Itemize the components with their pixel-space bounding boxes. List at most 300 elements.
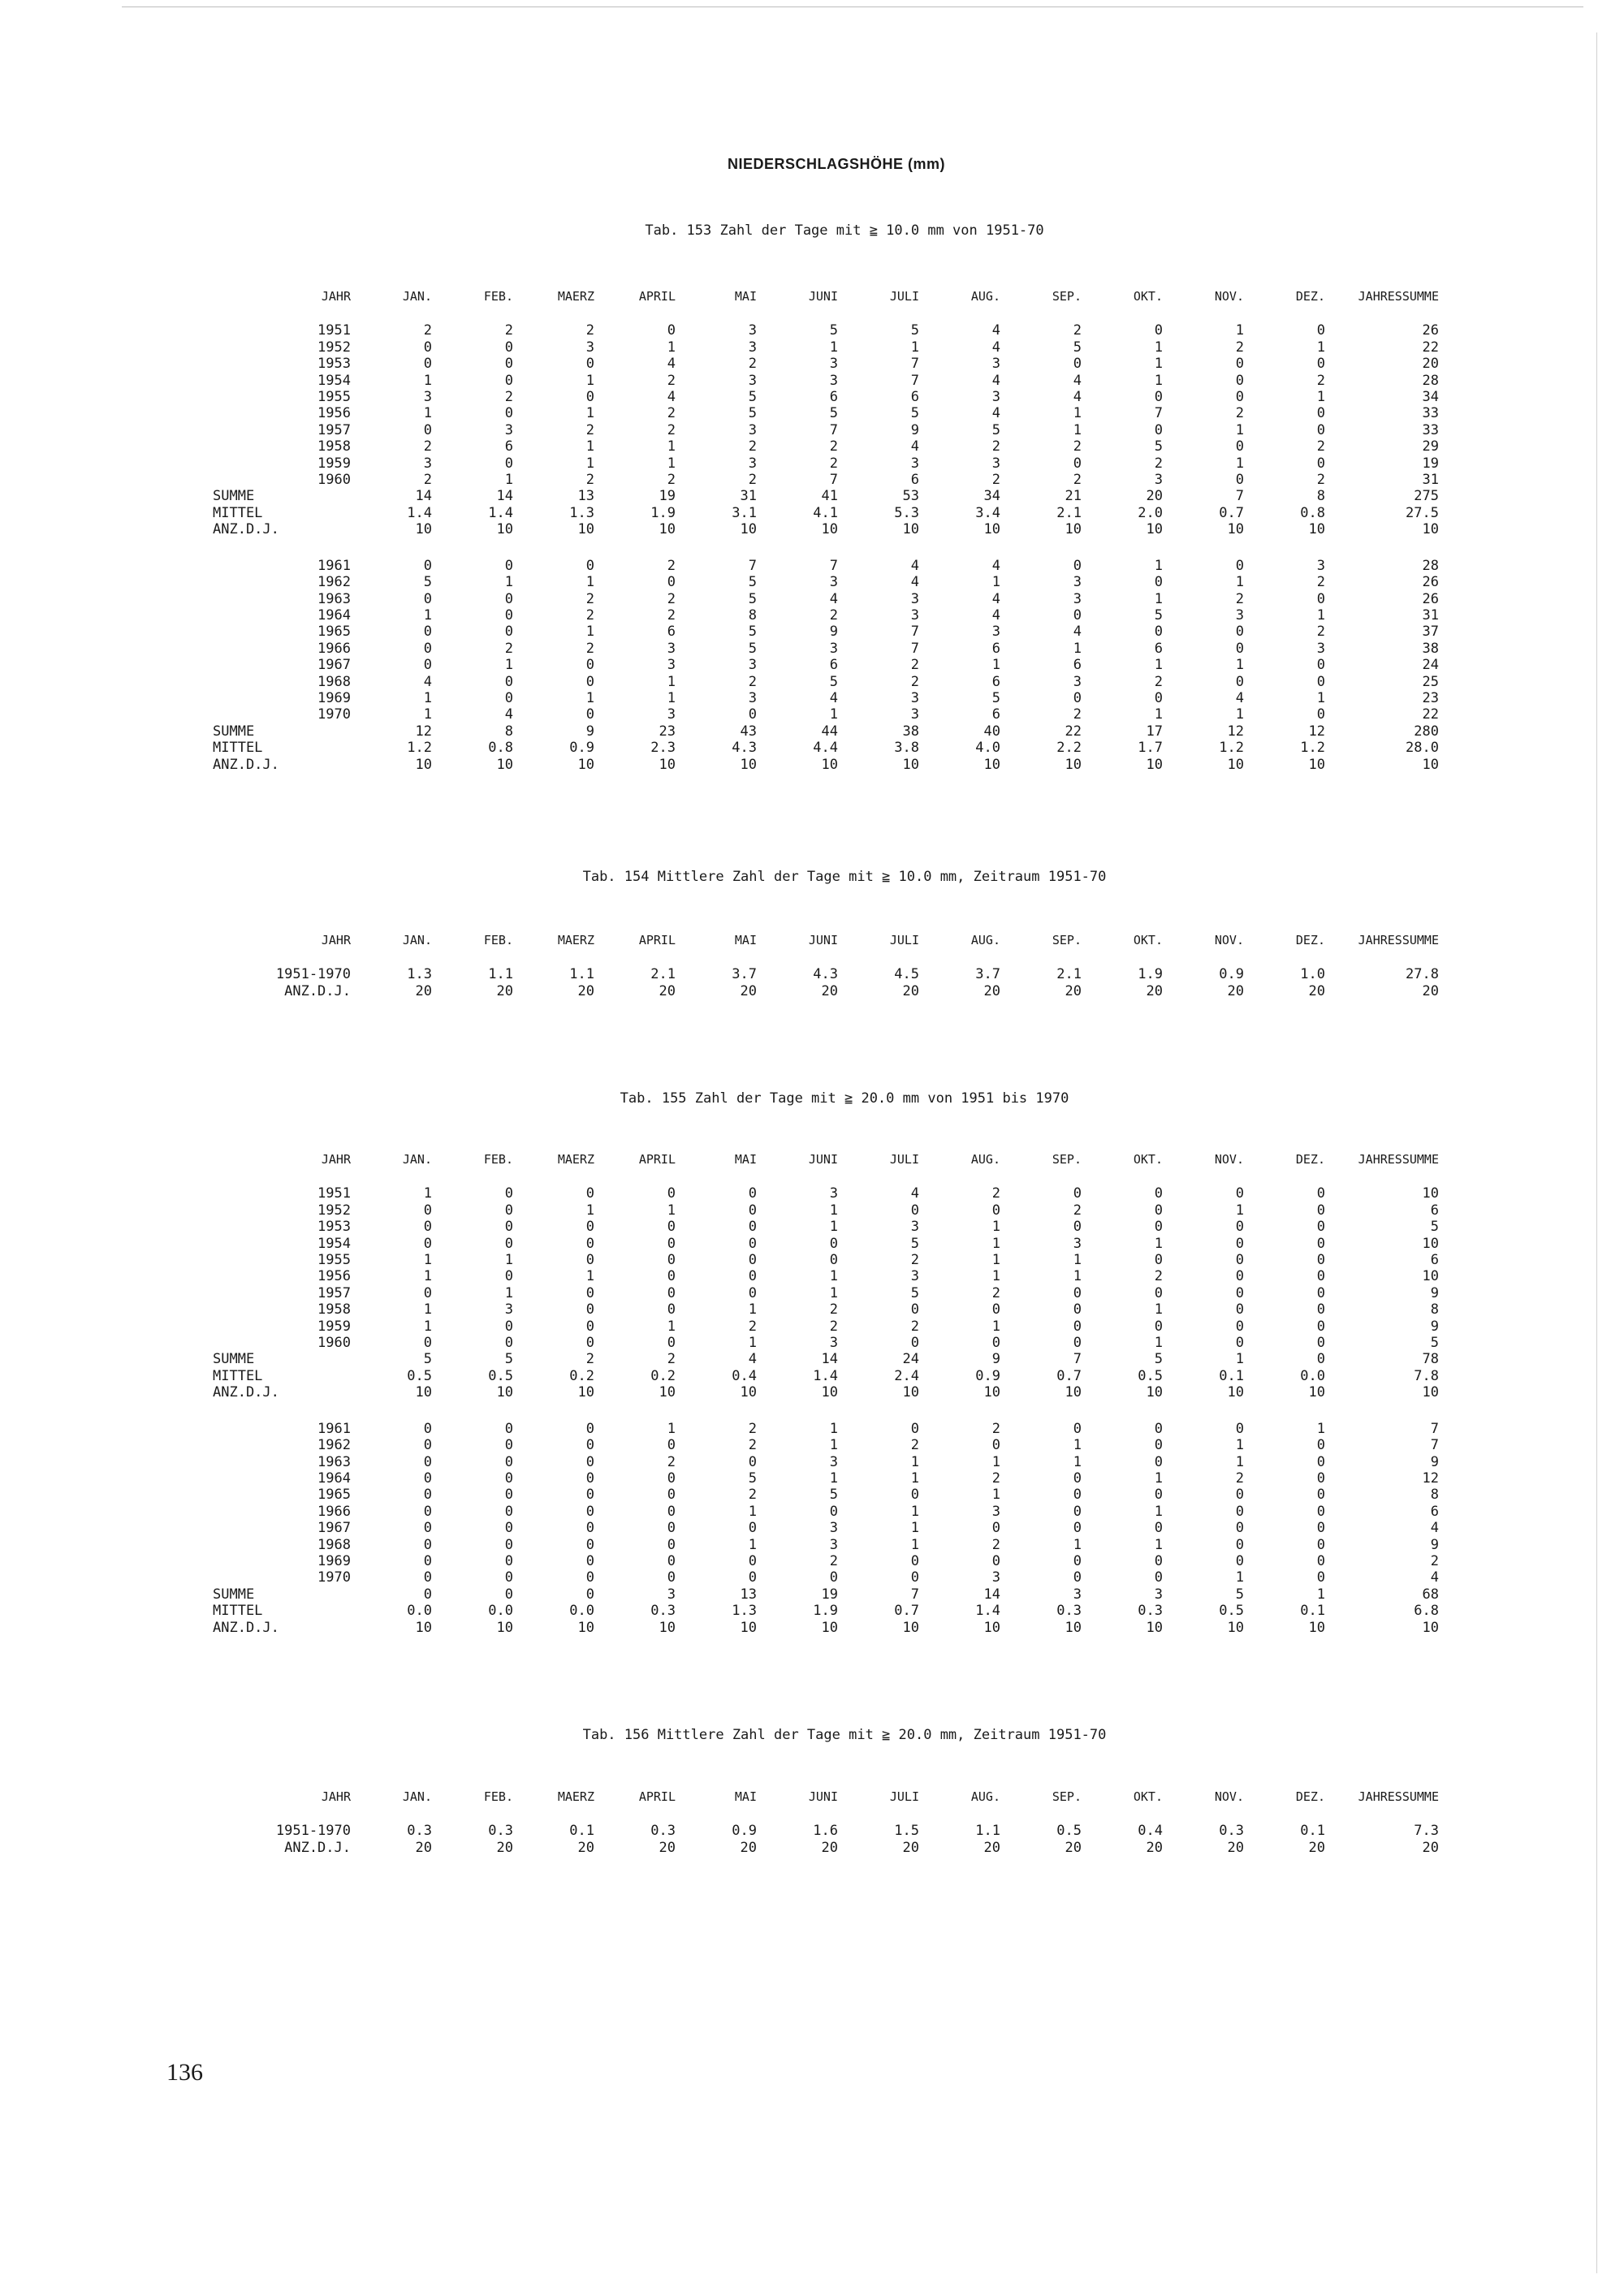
cell-value: 0 bbox=[1154, 1420, 1163, 1437]
cell-value: 5 bbox=[910, 405, 919, 422]
cell-value: 0 bbox=[423, 1536, 432, 1553]
cell-value: 43 bbox=[740, 723, 757, 740]
cell-value: 2 bbox=[667, 472, 676, 489]
cell-value: 0.0 bbox=[488, 1603, 513, 1620]
header-month: MAI bbox=[734, 1152, 757, 1167]
cell-value: 0 bbox=[667, 1301, 676, 1318]
cell-value: 10 bbox=[1227, 756, 1244, 773]
cell-value: 0 bbox=[423, 339, 432, 356]
header-month: APRIL bbox=[638, 1152, 676, 1167]
cell-value: 2 bbox=[585, 606, 594, 624]
cell-value: 0 bbox=[1154, 1437, 1163, 1454]
cell-annual-sum: 68 bbox=[1422, 1586, 1439, 1603]
spacer-row bbox=[205, 1805, 1439, 1823]
cell-value: 0 bbox=[504, 1318, 513, 1335]
cell-value: 10 bbox=[577, 756, 594, 773]
row-label: MITTEL bbox=[213, 740, 263, 757]
cell-value: 2 bbox=[504, 640, 513, 657]
header-jahressumme: JAHRESSUMME bbox=[1358, 1152, 1439, 1167]
cell-value: 5 bbox=[504, 1351, 513, 1368]
cell-value: 5 bbox=[1154, 1351, 1163, 1368]
cell-value: 4 bbox=[667, 356, 676, 373]
cell-value: 0 bbox=[423, 1503, 432, 1520]
cell-value: 0 bbox=[423, 1453, 432, 1470]
cell-value: 1 bbox=[423, 606, 432, 624]
row-label: 1962 bbox=[317, 574, 351, 591]
cell-value: 0 bbox=[667, 1520, 676, 1537]
cell-value: 4 bbox=[991, 590, 1000, 607]
table-row bbox=[205, 1202, 1439, 1219]
cell-value: 2 bbox=[910, 673, 919, 690]
cell-value: 0 bbox=[1316, 1503, 1325, 1520]
cell-value: 2.1 bbox=[1056, 966, 1082, 983]
cell-value: 6 bbox=[910, 389, 919, 406]
row-label: 1960 bbox=[317, 1335, 351, 1352]
cell-value: 3 bbox=[991, 1569, 1000, 1586]
cell-value: 3 bbox=[910, 590, 919, 607]
table-row bbox=[205, 1268, 1439, 1284]
row-label: ANZ.D.J. bbox=[284, 1839, 351, 1856]
cell-value: 0 bbox=[829, 1569, 838, 1586]
cell-value: 10 bbox=[1227, 1384, 1244, 1401]
cell-value: 2 bbox=[667, 372, 676, 389]
cell-value: 4.3 bbox=[813, 966, 838, 983]
cell-value: 1 bbox=[1235, 322, 1244, 339]
cell-value: 24 bbox=[902, 1351, 919, 1368]
cell-value: 2 bbox=[991, 1284, 1000, 1301]
cell-value: 0 bbox=[1316, 1487, 1325, 1504]
cell-value: 2 bbox=[667, 1351, 676, 1368]
cell-value: 0 bbox=[1235, 389, 1244, 406]
cell-value: 0 bbox=[1073, 1520, 1082, 1537]
cell-value: 0 bbox=[504, 1185, 513, 1202]
cell-value: 3 bbox=[829, 640, 838, 657]
cell-value: 0 bbox=[585, 1536, 594, 1553]
cell-value: 1 bbox=[829, 1470, 838, 1487]
spacer-row bbox=[205, 948, 1439, 966]
cell-value: 0 bbox=[585, 1219, 594, 1236]
cell-value: 10 bbox=[740, 1619, 757, 1636]
row-label: 1967 bbox=[317, 657, 351, 674]
cell-value: 1.4 bbox=[488, 504, 513, 521]
cell-value: 1 bbox=[423, 1318, 432, 1335]
cell-value: 1 bbox=[1235, 1351, 1244, 1368]
cell-value: 3 bbox=[667, 706, 676, 723]
cell-value: 1 bbox=[991, 1219, 1000, 1236]
cell-value: 10 bbox=[1146, 756, 1163, 773]
cell-value: 3 bbox=[1316, 640, 1325, 657]
cell-value: 0 bbox=[1235, 1318, 1244, 1335]
cell-value: 4 bbox=[991, 322, 1000, 339]
cell-value: 1 bbox=[504, 472, 513, 489]
cell-value: 10 bbox=[983, 1384, 1000, 1401]
table-row bbox=[205, 455, 1439, 472]
cell-value: 1 bbox=[423, 1252, 432, 1269]
cell-value: 1.9 bbox=[813, 1603, 838, 1620]
cell-value: 0.1 bbox=[1219, 1367, 1244, 1384]
summary-row bbox=[205, 505, 1439, 521]
cell-value: 0 bbox=[1073, 356, 1082, 373]
cell-value: 10 bbox=[415, 756, 432, 773]
cell-value: 0 bbox=[1235, 372, 1244, 389]
cell-value: 10 bbox=[496, 756, 513, 773]
cell-value: 1 bbox=[585, 689, 594, 706]
header-month: JULI bbox=[889, 289, 919, 304]
header-month: MAERZ bbox=[557, 933, 594, 947]
cell-value: 0 bbox=[1316, 1437, 1325, 1454]
cell-value: 4.1 bbox=[813, 504, 838, 521]
cell-value: 0 bbox=[748, 1235, 757, 1252]
cell-value: 1 bbox=[991, 574, 1000, 591]
table-row bbox=[205, 657, 1439, 673]
cell-value: 0 bbox=[991, 1301, 1000, 1318]
cell-value: 0 bbox=[667, 1185, 676, 1202]
table-row bbox=[205, 558, 1439, 574]
cell-annual-sum: 10 bbox=[1422, 1185, 1439, 1202]
cell-annual-sum: 280 bbox=[1414, 723, 1439, 740]
cell-value: 20 bbox=[1065, 982, 1082, 999]
cell-value: 1 bbox=[1235, 657, 1244, 674]
cell-value: 0 bbox=[504, 1487, 513, 1504]
summary-row bbox=[205, 723, 1439, 740]
cell-value: 0 bbox=[585, 1318, 594, 1335]
spacer-row bbox=[205, 1401, 1439, 1421]
cell-value: 0 bbox=[585, 1252, 594, 1269]
cell-value: 0 bbox=[585, 1420, 594, 1437]
cell-annual-sum: 28 bbox=[1422, 372, 1439, 389]
cell-value: 0.9 bbox=[975, 1367, 1000, 1384]
cell-value: 2.0 bbox=[1138, 504, 1163, 521]
table-155 bbox=[205, 1151, 1439, 1636]
cell-value: 0 bbox=[667, 1268, 676, 1285]
cell-value: 3 bbox=[748, 421, 757, 438]
cell-value: 3 bbox=[910, 455, 919, 472]
cell-value: 2.4 bbox=[894, 1367, 919, 1384]
header-month: JAN. bbox=[402, 1789, 432, 1804]
cell-value: 2 bbox=[667, 421, 676, 438]
cell-value: 41 bbox=[821, 488, 838, 505]
row-label: 1970 bbox=[317, 1569, 351, 1586]
cell-value: 1 bbox=[667, 339, 676, 356]
header-month: JULI bbox=[889, 1789, 919, 1804]
cell-value: 20 bbox=[577, 1839, 594, 1856]
cell-value: 4 bbox=[1073, 372, 1082, 389]
cell-value: 1 bbox=[585, 372, 594, 389]
cell-annual-sum: 27.5 bbox=[1406, 504, 1439, 521]
table-row bbox=[205, 966, 1439, 982]
header-month: MAI bbox=[734, 933, 757, 947]
cell-value: 3 bbox=[910, 1268, 919, 1285]
header-month: MAERZ bbox=[557, 1152, 594, 1167]
cell-value: 31 bbox=[740, 488, 757, 505]
row-label: 1964 bbox=[317, 1470, 351, 1487]
cell-annual-sum: 26 bbox=[1422, 590, 1439, 607]
cell-value: 0 bbox=[585, 389, 594, 406]
header-month: FEB. bbox=[483, 933, 513, 947]
header-month: NOV. bbox=[1214, 289, 1244, 304]
cell-value: 0 bbox=[667, 1235, 676, 1252]
cell-value: 0 bbox=[667, 1503, 676, 1520]
cell-value: 4 bbox=[991, 339, 1000, 356]
header-month: JUNI bbox=[808, 1152, 838, 1167]
cell-value: 0 bbox=[1316, 1185, 1325, 1202]
cell-annual-sum: 4 bbox=[1430, 1569, 1439, 1586]
row-label: SUMME bbox=[213, 1351, 255, 1368]
cell-value: 6 bbox=[504, 438, 513, 455]
cell-value: 3 bbox=[748, 657, 757, 674]
cell-value: 1 bbox=[1316, 606, 1325, 624]
cell-value: 0 bbox=[1154, 1552, 1163, 1569]
table-154-caption: Tab. 154 Mittlere Zahl der Tage mit ≧ 10.0 mm, Zeitraum 1951-70 bbox=[582, 869, 1107, 885]
cell-value: 0 bbox=[1235, 1185, 1244, 1202]
cell-value: 0 bbox=[1154, 689, 1163, 706]
cell-value: 5 bbox=[1154, 606, 1163, 624]
cell-value: 0.5 bbox=[407, 1367, 432, 1384]
cell-value: 7 bbox=[910, 372, 919, 389]
cell-value: 0 bbox=[910, 1420, 919, 1437]
cell-value: 1 bbox=[667, 1420, 676, 1437]
cell-value: 0 bbox=[1316, 1453, 1325, 1470]
cell-value: 0 bbox=[585, 1586, 594, 1603]
row-label: 1955 bbox=[317, 1252, 351, 1269]
cell-value: 20 bbox=[1065, 1839, 1082, 1856]
cell-value: 2 bbox=[585, 472, 594, 489]
header-month: APRIL bbox=[638, 933, 676, 947]
cell-value: 0 bbox=[991, 1552, 1000, 1569]
cell-value: 0 bbox=[829, 1252, 838, 1269]
table-row bbox=[205, 1301, 1439, 1318]
cell-value: 3 bbox=[667, 1586, 676, 1603]
cell-value: 0 bbox=[1073, 1470, 1082, 1487]
cell-value: 4 bbox=[910, 574, 919, 591]
cell-value: 7 bbox=[1154, 405, 1163, 422]
cell-value: 1 bbox=[1154, 590, 1163, 607]
header-month: SEP. bbox=[1052, 933, 1082, 947]
cell-value: 1 bbox=[1073, 1437, 1082, 1454]
cell-value: 0 bbox=[585, 1487, 594, 1504]
cell-value: 1 bbox=[585, 455, 594, 472]
cell-value: 0.3 bbox=[1138, 1603, 1163, 1620]
cell-value: 0 bbox=[1154, 1252, 1163, 1269]
cell-value: 0.7 bbox=[894, 1603, 919, 1620]
cell-value: 4 bbox=[667, 389, 676, 406]
header-month: MAI bbox=[734, 1789, 757, 1804]
cell-value: 2 bbox=[910, 1318, 919, 1335]
cell-annual-sum: 10 bbox=[1422, 1619, 1439, 1636]
cell-value: 2 bbox=[1154, 1268, 1163, 1285]
cell-value: 0 bbox=[1235, 1235, 1244, 1252]
summary-row bbox=[205, 1351, 1439, 1367]
cell-value: 0 bbox=[667, 1536, 676, 1553]
cell-value: 5 bbox=[910, 322, 919, 339]
cell-value: 0 bbox=[1316, 1536, 1325, 1553]
header-month: MAI bbox=[734, 289, 757, 304]
cell-value: 10 bbox=[1227, 1619, 1244, 1636]
cell-value: 1 bbox=[1154, 372, 1163, 389]
header-month: FEB. bbox=[483, 1152, 513, 1167]
cell-value: 0.3 bbox=[488, 1823, 513, 1840]
row-label: 1951-1970 bbox=[275, 966, 351, 983]
cell-value: 5 bbox=[748, 389, 757, 406]
cell-value: 1 bbox=[829, 1219, 838, 1236]
cell-value: 0 bbox=[585, 1185, 594, 1202]
cell-value: 1 bbox=[585, 1202, 594, 1219]
cell-value: 1 bbox=[991, 1453, 1000, 1470]
cell-value: 2 bbox=[748, 356, 757, 373]
cell-value: 1.9 bbox=[1138, 966, 1163, 983]
cell-value: 10 bbox=[821, 756, 838, 773]
cell-value: 0 bbox=[910, 1487, 919, 1504]
cell-value: 14 bbox=[496, 488, 513, 505]
cell-value: 0.2 bbox=[650, 1367, 676, 1384]
cell-value: 0 bbox=[423, 1437, 432, 1454]
cell-value: 0 bbox=[1316, 1569, 1325, 1586]
cell-value: 10 bbox=[1065, 1619, 1082, 1636]
row-label: 1953 bbox=[317, 356, 351, 373]
cell-value: 1 bbox=[423, 1301, 432, 1318]
cell-value: 0 bbox=[504, 606, 513, 624]
cell-value: 1.0 bbox=[1300, 966, 1325, 983]
cell-value: 1 bbox=[910, 1453, 919, 1470]
cell-value: 2 bbox=[504, 322, 513, 339]
cell-value: 2 bbox=[991, 1420, 1000, 1437]
cell-value: 10 bbox=[821, 1619, 838, 1636]
row-label: 1965 bbox=[317, 624, 351, 641]
cell-value: 1 bbox=[910, 1520, 919, 1537]
cell-value: 20 bbox=[983, 982, 1000, 999]
cell-value: 10 bbox=[659, 521, 676, 538]
cell-value: 1.5 bbox=[894, 1823, 919, 1840]
cell-value: 0 bbox=[1154, 1453, 1163, 1470]
cell-value: 4 bbox=[910, 438, 919, 455]
cell-value: 19 bbox=[659, 488, 676, 505]
cell-value: 0 bbox=[748, 1219, 757, 1236]
header-month: SEP. bbox=[1052, 1789, 1082, 1804]
cell-value: 0 bbox=[1235, 472, 1244, 489]
cell-value: 0 bbox=[504, 356, 513, 373]
cell-value: 0 bbox=[1235, 1503, 1244, 1520]
cell-value: 1 bbox=[1154, 1335, 1163, 1352]
table-row bbox=[205, 1553, 1439, 1569]
cell-annual-sum: 7 bbox=[1430, 1437, 1439, 1454]
cell-value: 1 bbox=[1235, 455, 1244, 472]
cell-value: 2 bbox=[585, 421, 594, 438]
table-row bbox=[205, 405, 1439, 421]
table-row bbox=[205, 1470, 1439, 1487]
cell-value: 1 bbox=[991, 1487, 1000, 1504]
cell-value: 8 bbox=[1316, 488, 1325, 505]
header-month: MAERZ bbox=[557, 289, 594, 304]
cell-value: 0 bbox=[748, 1569, 757, 1586]
cell-value: 2 bbox=[1073, 438, 1082, 455]
cell-annual-sum: 7.8 bbox=[1414, 1367, 1439, 1384]
cell-value: 3 bbox=[829, 574, 838, 591]
cell-value: 0 bbox=[748, 1552, 757, 1569]
cell-value: 3 bbox=[829, 1520, 838, 1537]
cell-value: 2 bbox=[1235, 590, 1244, 607]
cell-value: 0 bbox=[1316, 1335, 1325, 1352]
cell-annual-sum: 28.0 bbox=[1406, 740, 1439, 757]
header-jahressumme: JAHRESSUMME bbox=[1358, 289, 1439, 304]
cell-annual-sum: 4 bbox=[1430, 1520, 1439, 1537]
cell-value: 0 bbox=[1235, 438, 1244, 455]
cell-value: 1 bbox=[1154, 1235, 1163, 1252]
table-row bbox=[205, 1421, 1439, 1437]
cell-value: 2 bbox=[585, 590, 594, 607]
summary-row bbox=[205, 488, 1439, 504]
cell-value: 3 bbox=[1073, 1586, 1082, 1603]
cell-value: 10 bbox=[902, 1384, 919, 1401]
cell-value: 0 bbox=[1073, 557, 1082, 574]
cell-value: 1 bbox=[991, 1268, 1000, 1285]
cell-value: 10 bbox=[902, 1619, 919, 1636]
cell-value: 0 bbox=[585, 1335, 594, 1352]
cell-value: 1 bbox=[585, 624, 594, 641]
cell-annual-sum: 22 bbox=[1422, 339, 1439, 356]
table-row bbox=[205, 472, 1439, 488]
cell-value: 0 bbox=[1316, 1202, 1325, 1219]
cell-value: 0 bbox=[748, 1284, 757, 1301]
cell-value: 0 bbox=[1235, 1301, 1244, 1318]
cell-value: 0 bbox=[1316, 1318, 1325, 1335]
row-label: SUMME bbox=[213, 1586, 255, 1603]
cell-value: 34 bbox=[983, 488, 1000, 505]
cell-value: 0 bbox=[423, 1470, 432, 1487]
cell-value: 1.1 bbox=[569, 966, 594, 983]
cell-value: 6 bbox=[991, 640, 1000, 657]
page-number: 136 bbox=[166, 2059, 203, 2086]
cell-value: 7 bbox=[910, 624, 919, 641]
cell-value: 1 bbox=[1235, 574, 1244, 591]
cell-value: 1 bbox=[1235, 1202, 1244, 1219]
cell-value: 9 bbox=[910, 421, 919, 438]
cell-annual-sum: 33 bbox=[1422, 405, 1439, 422]
cell-value: 0 bbox=[910, 1552, 919, 1569]
cell-value: 2 bbox=[1073, 472, 1082, 489]
header-month: AUG. bbox=[970, 933, 1000, 947]
cell-value: 5 bbox=[748, 590, 757, 607]
cell-value: 10 bbox=[1065, 521, 1082, 538]
cell-value: 4.0 bbox=[975, 740, 1000, 757]
summary-row bbox=[205, 1603, 1439, 1619]
cell-value: 20 bbox=[1227, 982, 1244, 999]
cell-value: 0 bbox=[504, 1235, 513, 1252]
table-row bbox=[205, 373, 1439, 389]
cell-value: 10 bbox=[740, 521, 757, 538]
header-jahr: JAHR bbox=[321, 933, 351, 947]
cell-value: 0 bbox=[585, 673, 594, 690]
cell-value: 0 bbox=[748, 1185, 757, 1202]
cell-value: 3 bbox=[1154, 1586, 1163, 1603]
cell-value: 5 bbox=[991, 421, 1000, 438]
row-label: 1953 bbox=[317, 1219, 351, 1236]
table-row bbox=[205, 690, 1439, 706]
row-label: 1966 bbox=[317, 1503, 351, 1520]
cell-value: 0 bbox=[1073, 606, 1082, 624]
cell-value: 1 bbox=[1316, 1586, 1325, 1603]
header-month: DEZ. bbox=[1295, 1789, 1325, 1804]
cell-value: 1 bbox=[585, 405, 594, 422]
cell-value: 10 bbox=[1065, 756, 1082, 773]
cell-value: 0 bbox=[1235, 1268, 1244, 1285]
cell-value: 21 bbox=[1065, 488, 1082, 505]
cell-annual-sum: 7 bbox=[1430, 1420, 1439, 1437]
table-row bbox=[205, 1437, 1439, 1453]
cell-value: 0 bbox=[423, 1284, 432, 1301]
cell-value: 0 bbox=[423, 1420, 432, 1437]
cell-value: 0.2 bbox=[569, 1367, 594, 1384]
cell-value: 2 bbox=[423, 438, 432, 455]
